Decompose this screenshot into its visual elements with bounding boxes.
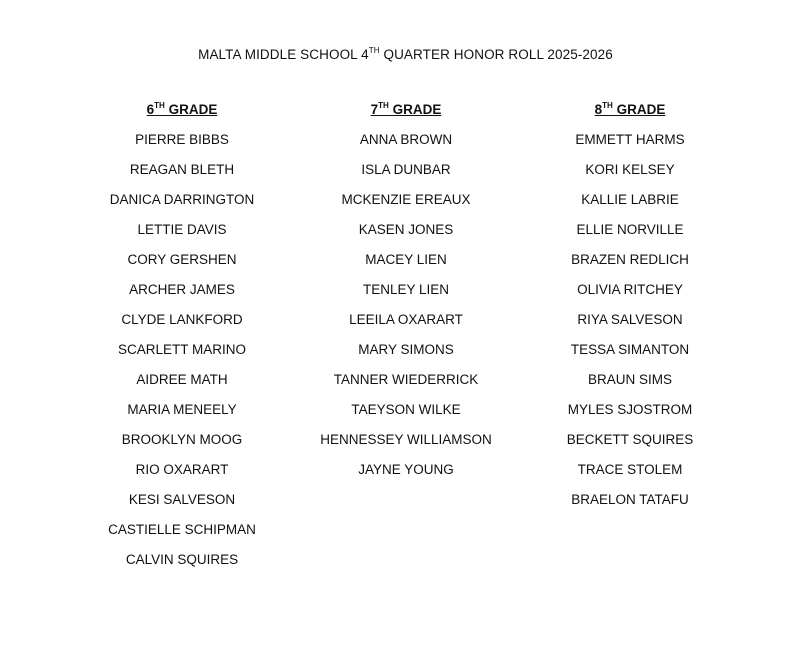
grade-number: 8 [594, 102, 603, 117]
student-name: TAEYSON WILKE [351, 402, 461, 417]
grade-8-column [500, 100, 760, 520]
student-name: RIYA SALVESON [577, 312, 683, 327]
student-name: DANICA DARRINGTON [109, 192, 255, 207]
grade-6-names [52, 130, 312, 580]
student-name: RIO OXARART [135, 462, 229, 477]
student-name: CORY GERSHEN [127, 252, 237, 267]
student-name: AIDREE MATH [136, 372, 228, 387]
student-name: TRACE STOLEM [577, 462, 683, 477]
student-name: KASEN JONES [358, 222, 454, 237]
grade-label: GRADE [612, 102, 666, 117]
student-name: OLIVIA RITCHEY [577, 282, 683, 297]
grade-label: GRADE [388, 102, 442, 117]
grade-7-column [276, 100, 536, 490]
student-name: CASTIELLE SCHIPMAN [108, 522, 256, 537]
student-name: BROOKLYN MOOG [121, 432, 243, 447]
grade-number: 6 [146, 102, 155, 117]
grade-7-heading [276, 100, 536, 130]
student-name: KORI KELSEY [585, 162, 675, 177]
grade-superscript: TH [378, 100, 389, 110]
student-name: MCKENZIE EREAUX [341, 192, 471, 207]
student-name: ANNA BROWN [359, 132, 453, 147]
student-name: MYLES SJOSTROM [567, 402, 693, 417]
student-name: EMMETT HARMS [575, 132, 685, 147]
student-name: ARCHER JAMES [129, 282, 235, 297]
student-name: BRAZEN REDLICH [571, 252, 689, 267]
student-name: KESI SALVESON [128, 492, 236, 507]
title-superscript: TH [368, 45, 380, 55]
student-name: BECKETT SQUIRES [566, 432, 694, 447]
student-name: LEEILA OXARART [349, 312, 463, 327]
title-prefix: MALTA MIDDLE SCHOOL 4 [198, 47, 369, 62]
grade-superscript: TH [154, 100, 165, 110]
title-suffix: QUARTER HONOR ROLL 2025-2026 [379, 47, 613, 62]
grade-superscript: TH [602, 100, 613, 110]
student-name: JAYNE YOUNG [358, 462, 454, 477]
grade-label: GRADE [164, 102, 218, 117]
student-name: MARY SIMONS [358, 342, 454, 357]
student-name: BRAELON TATAFU [571, 492, 689, 507]
grade-number: 7 [370, 102, 379, 117]
student-name: REAGAN BLETH [129, 162, 235, 177]
student-name: TESSA SIMANTON [570, 342, 690, 357]
student-name: BRAUN SIMS [587, 372, 672, 387]
student-name: CLYDE LANKFORD [121, 312, 243, 327]
student-name: KALLIE LABRIE [581, 192, 679, 207]
grade-6-column [52, 100, 312, 580]
student-name: ISLA DUNBAR [361, 162, 451, 177]
grade-7-names [276, 130, 536, 490]
student-name: MACEY LIEN [365, 252, 447, 267]
grade-6-heading [52, 100, 312, 130]
student-name: LETTIE DAVIS [137, 222, 227, 237]
document-title [0, 47, 811, 62]
student-name: ELLIE NORVILLE [576, 222, 684, 237]
student-name: TENLEY LIEN [362, 282, 450, 297]
student-name: HENNESSEY WILLIAMSON [320, 432, 492, 447]
student-name: CALVIN SQUIRES [125, 552, 239, 567]
grade-8-names [500, 130, 760, 520]
student-name: TANNER WIEDERRICK [333, 372, 479, 387]
student-name: PIERRE BIBBS [135, 132, 229, 147]
grade-8-heading [500, 100, 760, 130]
student-name: SCARLETT MARINO [117, 342, 247, 357]
student-name: MARIA MENEELY [127, 402, 237, 417]
